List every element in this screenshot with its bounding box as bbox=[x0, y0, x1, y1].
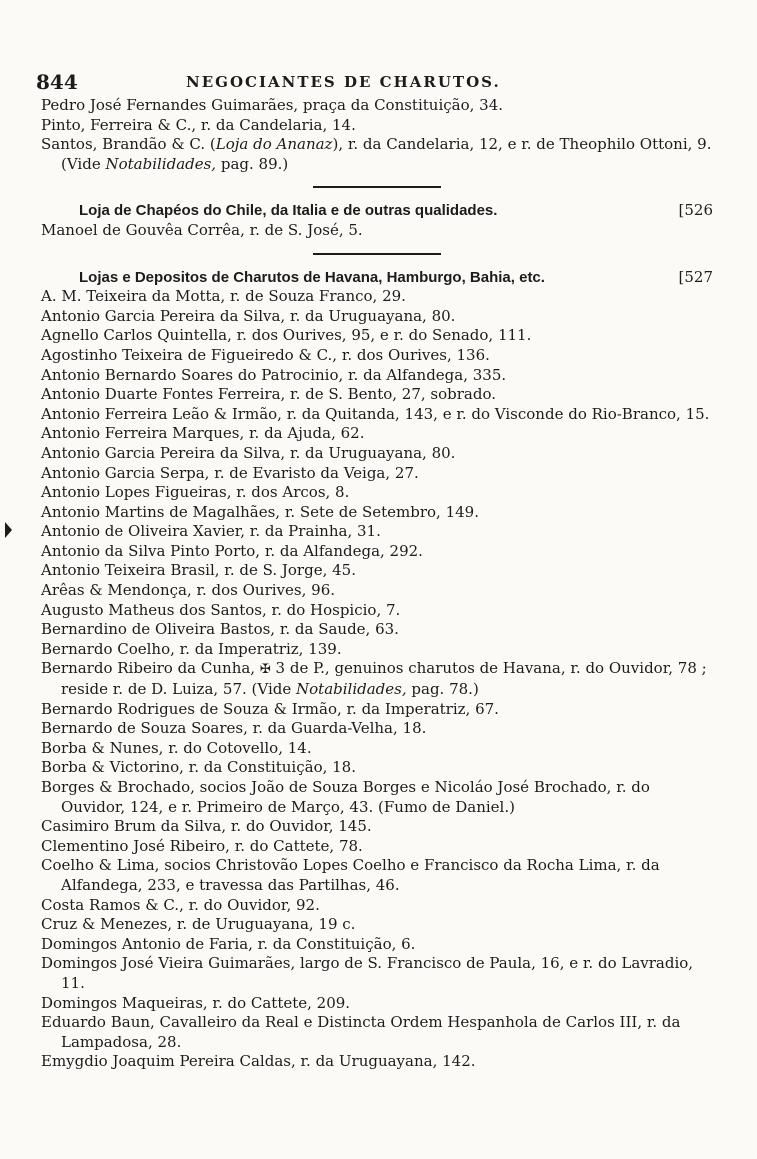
list-item: Augusto Matheus dos Santos, r. do Hospicio, 7. bbox=[41, 600, 401, 619]
page-header bbox=[36, 70, 726, 94]
list-item: Pinto, Ferreira & C., r. da Candelaria, 14. bbox=[41, 115, 356, 134]
list-item: Bernardo Coelho, r. da Imperatriz, 139. bbox=[41, 639, 342, 658]
list-item: Borba & Victorino, r. da Constituição, 18. bbox=[41, 758, 356, 777]
list-item: A. M. Teixeira da Motta, r. de Souza Franco, 29. bbox=[41, 287, 406, 306]
section-title: Lojas e Depositos de Charutos de Havana, Hamburgo, Bahia, etc. bbox=[79, 268, 545, 286]
section-heading-527 bbox=[41, 268, 713, 288]
list-item: Clementino José Ribeiro, r. do Cattete, 78. bbox=[41, 836, 363, 855]
list-item: Emygdio Joaquim Pereira Caldas, r. da Uruguayana, 142. bbox=[41, 1052, 476, 1071]
entry-list-b bbox=[41, 700, 713, 1072]
entry-italic: Loja do Ananaz bbox=[215, 135, 333, 154]
entry-text: pag. 78.) bbox=[406, 680, 479, 699]
list-item: Casimiro Brum da Silva, r. do Ouvidor, 145. bbox=[41, 817, 372, 836]
list-item-ribeiro bbox=[41, 659, 713, 699]
list-item: Antonio Ferreira Leão & Irmão, r. da Quitanda, 143, e r. do Visconde do Rio-Branco, 15. bbox=[41, 404, 710, 423]
list-item: Bernardino de Oliveira Bastos, r. da Saude, 63. bbox=[41, 620, 399, 639]
list-item: Antonio Ferreira Marques, r. da Ajuda, 62. bbox=[41, 424, 365, 443]
list-item: Antonio Garcia Serpa, r. de Evaristo da Veiga, 27. bbox=[41, 463, 419, 482]
list-item: Antonio Teixeira Brasil, r. de S. Jorge, 45. bbox=[41, 561, 356, 580]
list-item: Arêas & Mendonça, r. dos Ourives, 96. bbox=[41, 581, 336, 600]
list-item: Bernardo Rodrigues de Souza & Irmão, r. da Imperatriz, 67. bbox=[41, 699, 499, 718]
list-item: Antonio Duarte Fontes Ferreira, r. de S. Bento, 27, sobrado. bbox=[41, 385, 497, 404]
section-number: [526 bbox=[678, 201, 713, 220]
directory-text bbox=[41, 96, 713, 1072]
list-item: Antonio Garcia Pereira da Silva, r. da Uruguayana, 80. bbox=[41, 306, 456, 325]
list-item: Borba & Nunes, r. do Cotovello, 14. bbox=[41, 738, 312, 757]
margin-arrow-icon bbox=[5, 522, 12, 538]
list-item: Domingos Maqueiras, r. do Cattete, 209. bbox=[41, 993, 351, 1012]
entry-text: Santos, Brandão & C. ( bbox=[41, 135, 216, 154]
list-item: Antonio de Oliveira Xavier, r. da Prainha, 31. bbox=[41, 522, 381, 541]
section-number: [527 bbox=[678, 267, 713, 286]
entry-text: Bernardo Ribeiro da Cunha, bbox=[41, 659, 256, 678]
list-item: Agnello Carlos Quintella, r. dos Ourives, 95, e r. do Senado, 111. bbox=[41, 326, 532, 345]
list-item: Antonio Bernardo Soares do Patrocinio, r. da Alfandega, 335. bbox=[41, 365, 507, 384]
list-item: Agostinho Teixeira de Figueiredo & C., r. dos Ourives, 136. bbox=[41, 345, 490, 364]
list-item: Antonio Garcia Pereira da Silva, r. da Uruguayana, 80. bbox=[41, 443, 456, 462]
entry-text: ), r. da Candelaria, 12, e r. de Theophilo Ottoni, 9. (Vide bbox=[61, 135, 712, 173]
section-heading-526 bbox=[41, 201, 713, 221]
list-item: Coelho & Lima, socios Christovão Lopes Coelho e Francisco da Rocha Lima, r. da Alfandega, 233, e travessa das Partilhas, 46. bbox=[41, 856, 660, 894]
list-item: Borges & Brochado, socios João de Souza Borges e Nicoláo José Brochado, r. do Ouvidor, 124, e r. Primeiro de Março, 43. (Fumo de Daniel.) bbox=[41, 778, 650, 816]
entry-text: pag. 89.) bbox=[216, 154, 289, 173]
list-item: Domingos Antonio de Faria, r. da Constituição, 6. bbox=[41, 934, 416, 953]
list-item: Pedro José Fernandes Guimarães, praça da Constituição, 34. bbox=[41, 96, 504, 114]
entry-list-a bbox=[41, 287, 713, 659]
list-item: Costa Ramos & C., r. do Ouvidor, 92. bbox=[41, 895, 320, 914]
entry-italic: Notabilidades, bbox=[105, 154, 217, 173]
list-item-santos bbox=[41, 135, 713, 174]
page-number: 844 bbox=[36, 70, 78, 94]
list-item: Bernardo de Souza Soares, r. da Guarda-Velha, 18. bbox=[41, 719, 427, 738]
list-item: Manoel de Gouvêa Corrêa, r. de S. José, 5. bbox=[41, 220, 363, 239]
entry-text: 3 de P., genuinos charutos de Havana, r. do Ouvidor, 78 ; reside r. de D. Luiza, 57. (Vide bbox=[61, 659, 707, 699]
list-item: Antonio da Silva Pinto Porto, r. da Alfandega, 292. bbox=[41, 541, 423, 560]
list-item: Domingos José Vieira Guimarães, largo de S. Francisco de Paula, 16, e r. do Lavradio, 11. bbox=[41, 954, 694, 992]
cross-symbol-icon: ✠ bbox=[259, 662, 271, 678]
running-head: NEGOCIANTES DE CHARUTOS. bbox=[186, 73, 501, 91]
list-item: Antonio Martins de Magalhães, r. Sete de Setembro, 149. bbox=[41, 502, 479, 521]
section-title: Loja de Chapéos do Chile, da Italia e de outras qualidades. bbox=[79, 202, 498, 220]
section-divider bbox=[313, 186, 441, 188]
list-item: Cruz & Menezes, r. de Uruguayana, 19 c. bbox=[41, 915, 356, 934]
list-item: Antonio Lopes Figueiras, r. dos Arcos, 8. bbox=[41, 483, 350, 502]
entry-italic: Notabilidades, bbox=[296, 680, 407, 699]
section-divider bbox=[313, 253, 441, 255]
list-item: Eduardo Baun, Cavalleiro da Real e Distincta Ordem Hespanhola de Carlos III, r. da Lampadosa, 28. bbox=[41, 1013, 681, 1051]
